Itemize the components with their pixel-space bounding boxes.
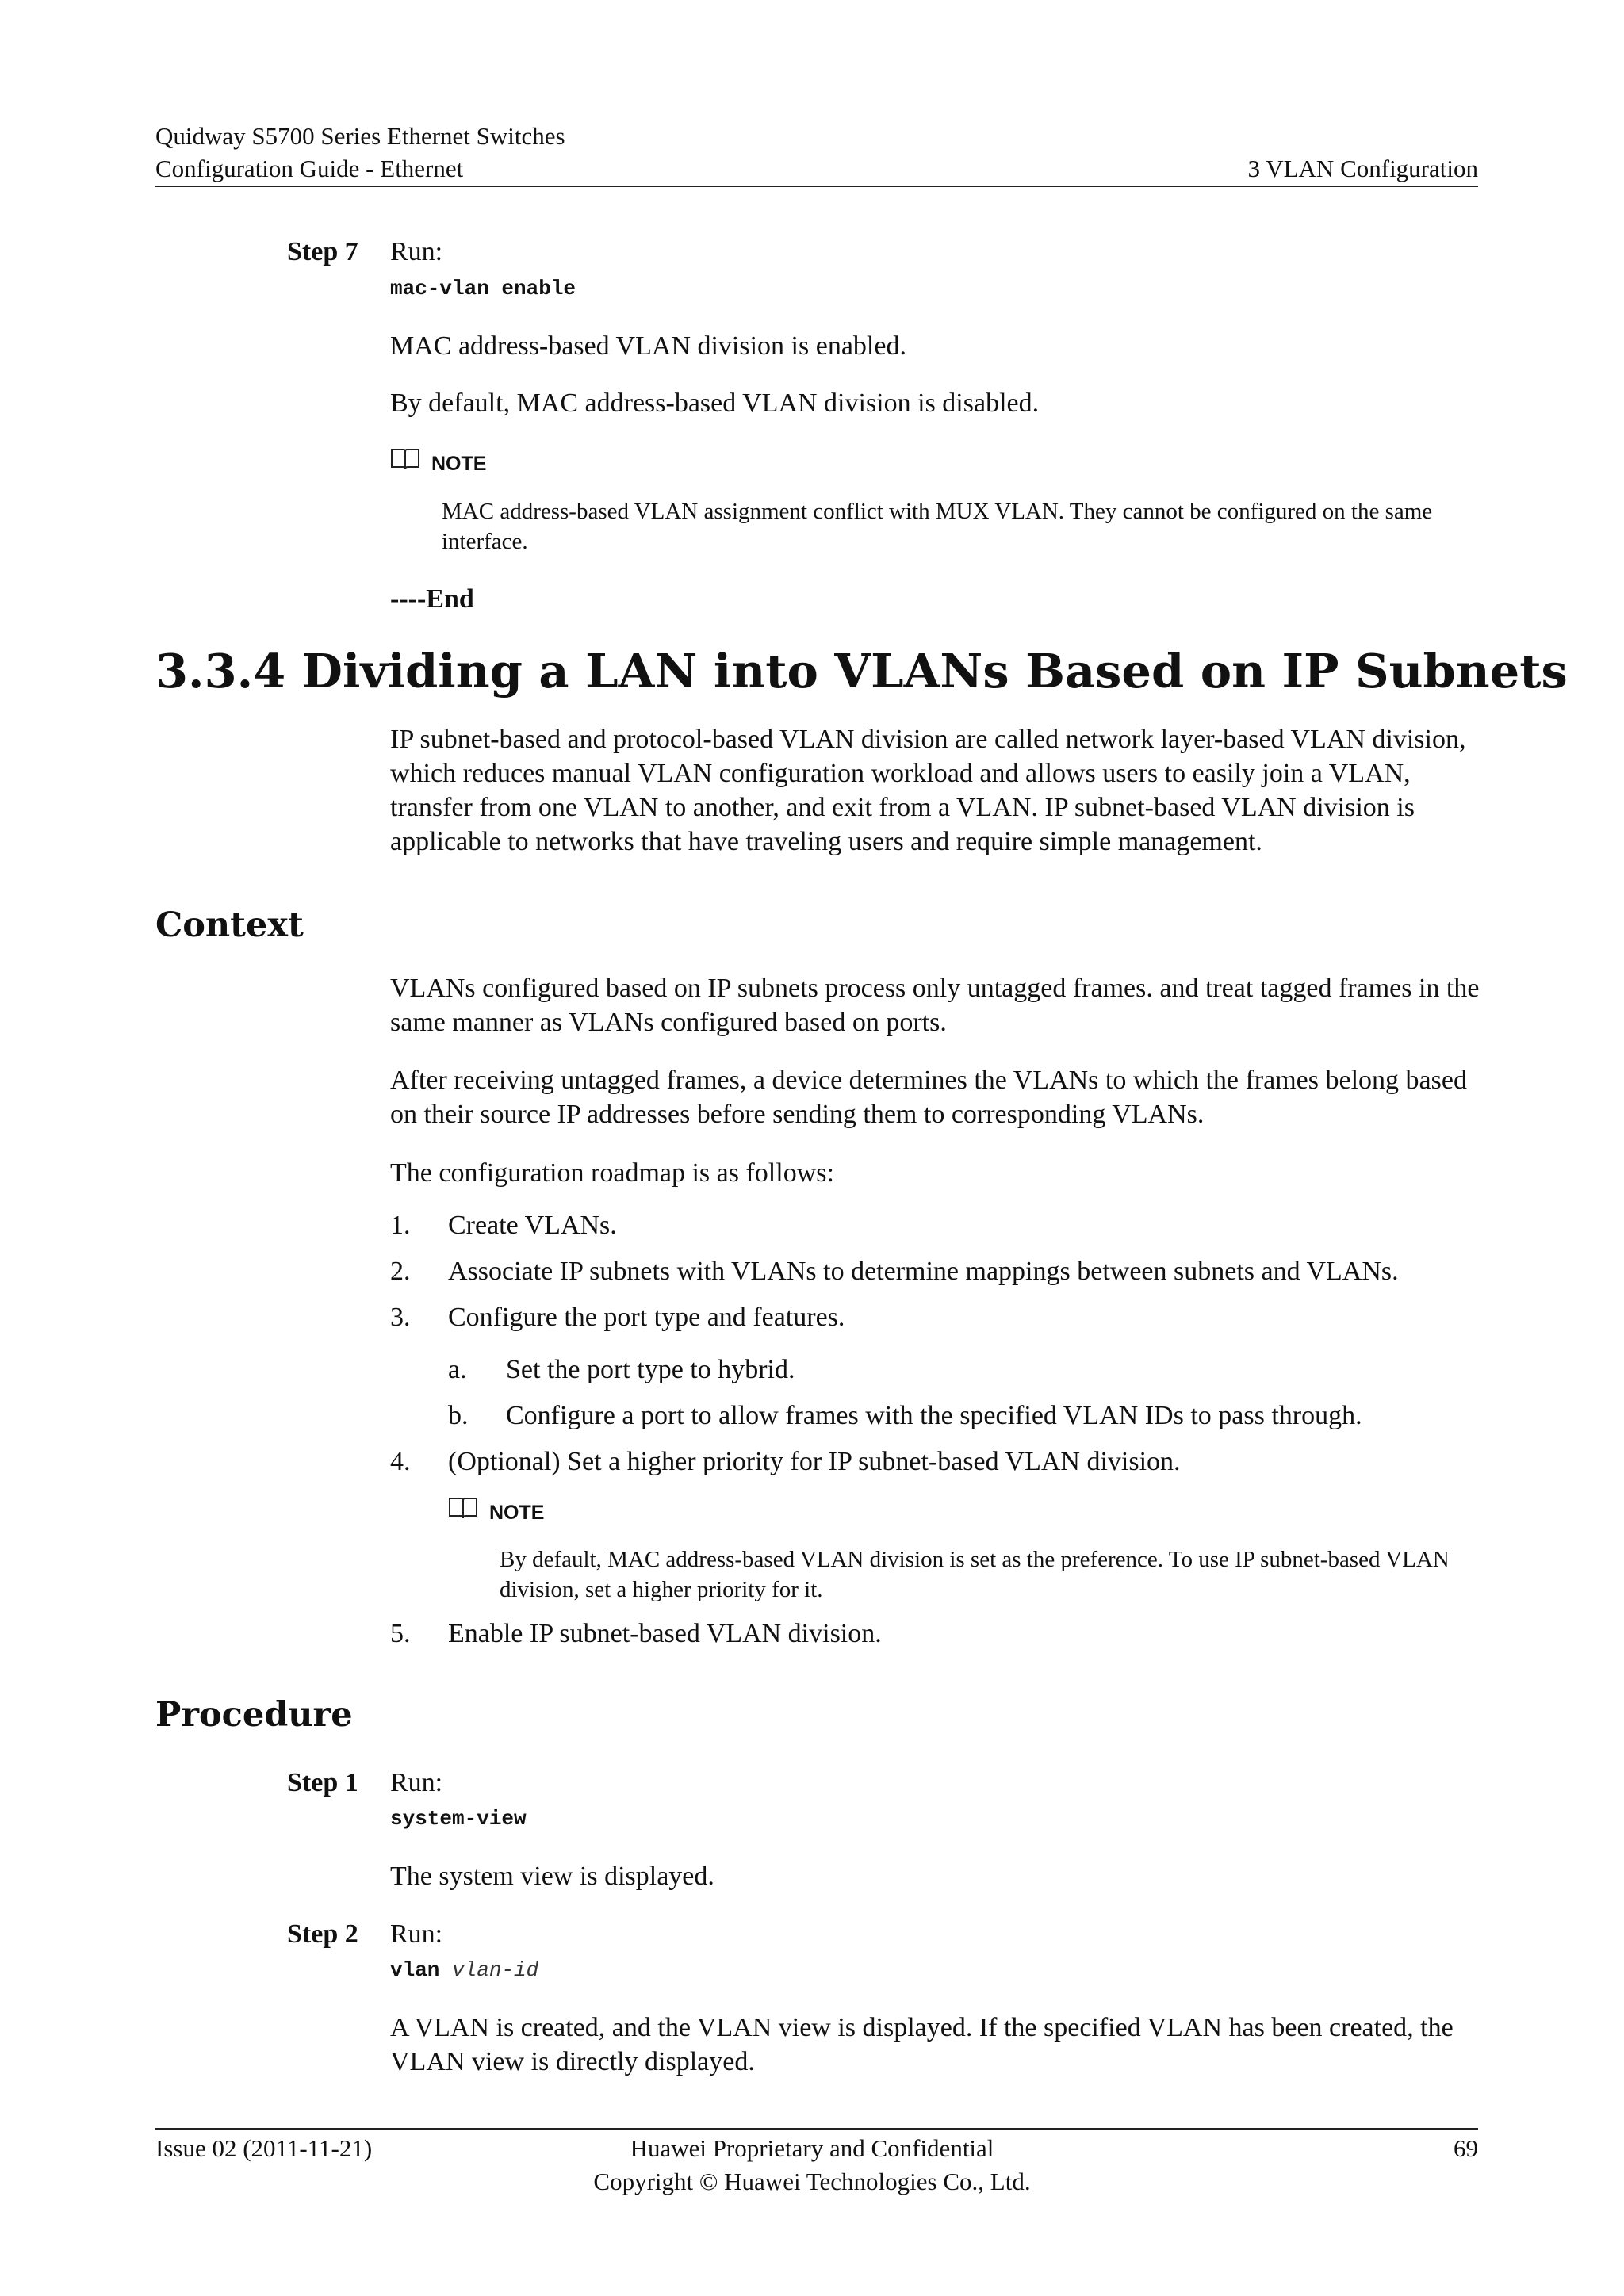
list-item: Create VLANs. [448, 1211, 617, 1240]
context-paragraph-3: The configuration roadmap is as follows: [390, 1158, 834, 1188]
section-intro: IP subnet-based and protocol-based VLAN division are called network layer-based VLAN division, which reduces manual VLAN configuration workload and allows users to easily join a VLAN, transfer from one VLAN to another, and exit from a VLAN. IP subnet-based VLAN division is applicable to networks that have traveling users and require simple management. [390, 725, 1466, 856]
list-number: 4. [390, 1447, 411, 1476]
step-2-run: Run: [390, 1919, 443, 1949]
list-number: 5. [390, 1619, 411, 1648]
list-item: (Optional) Set a higher priority for IP subnet-based VLAN division. [448, 1447, 1181, 1476]
step-1-label: Step 1 [287, 1768, 358, 1797]
footer-copyright: Copyright © Huawei Technologies Co., Ltd. [593, 2168, 1031, 2195]
sublist-letter: a. [448, 1355, 467, 1384]
step-7-desc-1: MAC address-based VLAN division is enabled. [390, 331, 906, 361]
page-number: 69 [1454, 2134, 1478, 2162]
sublist-item: Set the port type to hybrid. [506, 1355, 795, 1384]
step-2-label: Step 2 [287, 1919, 358, 1949]
footer-rule [155, 2128, 1478, 2130]
note-label: NOTE [489, 1502, 545, 1524]
list-item: Associate IP subnets with VLANs to determine mappings between subnets and VLANs. [448, 1257, 1399, 1286]
note-book-icon [448, 1496, 478, 1520]
step-2-desc: A VLAN is created, and the VLAN view is displayed. If the specified VLAN has been created, the VLAN view is directly displayed. [390, 2013, 1454, 2076]
sublist-letter: b. [448, 1401, 469, 1430]
note-text: MAC address-based VLAN assignment conflict with MUX VLAN. They cannot be configured on the same interface. [442, 499, 1433, 554]
list-number: 1. [390, 1211, 411, 1240]
step-2-command: vlan vlan-id [390, 1958, 539, 1982]
list-number: 3. [390, 1303, 411, 1332]
footer-issue: Issue 02 (2011-11-21) [155, 2134, 373, 2162]
step-1-desc: The system view is displayed. [390, 1862, 714, 1891]
header-product: Quidway S5700 Series Ethernet Switches [155, 122, 565, 150]
note-label: NOTE [431, 453, 487, 475]
procedure-heading: Procedure [155, 1695, 353, 1735]
footer-confidential: Huawei Proprietary and Confidential [630, 2134, 994, 2162]
step-7-run: Run: [390, 237, 443, 266]
section-title: 3.3.4 Dividing a LAN into VLANs Based on IP Subnets [155, 644, 1568, 698]
context-heading: Context [155, 905, 304, 945]
list-number: 2. [390, 1257, 411, 1286]
note-text: By default, MAC address-based VLAN division is set as the preference. To use IP subnet-based VLAN division, set a higher priority for it. [500, 1547, 1450, 1602]
header-rule [155, 186, 1478, 187]
end-marker: ----End [390, 584, 474, 614]
step-7-label: Step 7 [287, 237, 358, 266]
step-7-desc-2: By default, MAC address-based VLAN division is disabled. [390, 388, 1040, 418]
header-chapter: 3 VLAN Configuration [1247, 155, 1478, 182]
note-book-icon [390, 447, 420, 471]
step-7-command: mac-vlan enable [390, 277, 576, 300]
step-1-run: Run: [390, 1768, 443, 1797]
context-paragraph-1: VLANs configured based on IP subnets process only untagged frames. and treat tagged frames in the same manner as VLANs configured based on ports. [390, 974, 1480, 1037]
header-guide: Configuration Guide - Ethernet [155, 155, 464, 182]
sublist-item: Configure a port to allow frames with the specified VLAN IDs to pass through. [506, 1401, 1362, 1430]
step-1-command: system-view [390, 1807, 527, 1831]
list-item: Enable IP subnet-based VLAN division. [448, 1619, 882, 1648]
context-paragraph-2: After receiving untagged frames, a device determines the VLANs to which the frames belong based on their source IP addresses before sending them to corresponding VLANs. [390, 1066, 1467, 1129]
list-item: Configure the port type and features. [448, 1303, 845, 1332]
